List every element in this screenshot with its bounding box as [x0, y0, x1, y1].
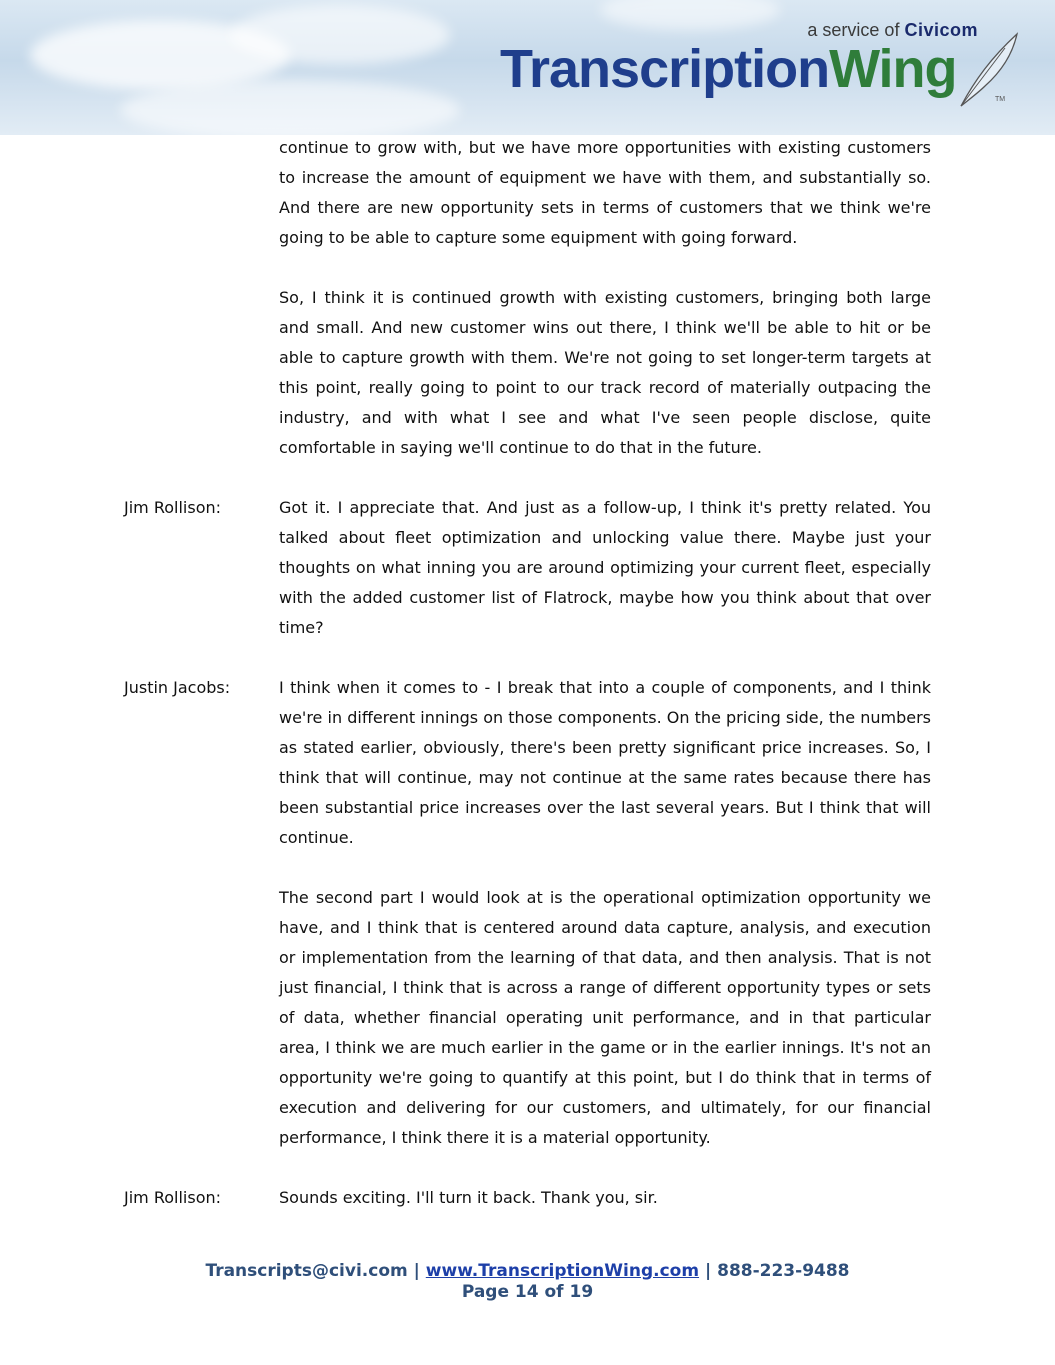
speaker-name [124, 133, 279, 463]
transcript-paragraph: Got it. I appreciate that. And just as a follow-up, I think it's pretty related. You talked about fleet optimization and unlocking value there. Maybe just your thoughts on what inning you are around optimizing your current fleet, especially with the added customer list of Flatrock, maybe how you think about that over time? [279, 498, 931, 637]
transcript-paragraph: I think when it comes to - I break that into a couple of components, and I think we're in different innings on those components. On the pricing side, the numbers as stated earlier, obviously, there's been pretty significant price increases. So, I think that will continue, may not continue at the same rates because there has been substantial price increases over the last several years. But I think that will continue. [279, 678, 931, 847]
speaker-name: Jim Rollison: [124, 498, 222, 517]
logo-part-transcription: Transcription [500, 39, 830, 99]
civicom-brand: Civicom [904, 20, 978, 40]
website-link[interactable]: www.TranscriptionWing.com [425, 1261, 700, 1281]
page-number: Page 14 of 19 [461, 1282, 594, 1302]
service-tagline [807, 20, 978, 41]
feather-icon [955, 30, 1025, 110]
footer-separator: | [704, 1261, 712, 1281]
transcript-entry [124, 133, 931, 463]
speaker-remarks [279, 493, 931, 643]
logo-part-wing: Wing [829, 39, 957, 99]
transcript-entry [124, 1183, 931, 1213]
transcript-paragraph: continue to grow with, but we have more opportunities with existing customers to increase the amount of equipment we have with them, and substantially so. And there are new opportunity sets in terms of customers that we think we're going to be able to capture some equipment with going forward. [279, 138, 931, 247]
transcript-paragraph: The second part I would look at is the operational optimization opportunity we have, and I think that is centered around data capture, analysis, and execution or implementation from the learning of that data, and then analysis. That is not just financial, I think that is across a range of different opportunity types or sets of data, whether financial operating unit performance, and in that particular area, I think we are much earlier in the game or in the earlier innings. It's not an opportunity we're going to quantify at this point, but I do think that in terms of execution and delivering for our customers, and ultimately, for our financial performance, I think there it is a material opportunity. [279, 888, 931, 1147]
transcriptionwing-logo [500, 39, 957, 99]
transcript-body [124, 133, 931, 1243]
speaker-name: Justin Jacobs: [124, 678, 231, 697]
cloud-decoration [120, 80, 460, 135]
speaker-remarks [279, 133, 931, 463]
speaker-remarks [279, 673, 931, 1153]
footer-separator: | [413, 1261, 420, 1281]
page-footer [0, 1261, 1055, 1303]
cloud-decoration [600, 0, 780, 30]
speaker-remarks [279, 1183, 931, 1213]
transcript-entry [124, 673, 931, 1153]
transcript-paragraph: So, I think it is continued growth with existing customers, bringing both large and small. And new customer wins out there, I think we'll be able to hit or be able to capture growth with them. We're not going to set longer-term targets at this point, really going to point to our track record of materially outpacing the industry, and with what I see and what I've seen people disclose, quite comfortable in saying we'll continue to do that in the future. [279, 288, 931, 457]
footer-phone: 888-223-9488 [717, 1261, 850, 1281]
footer-email: Transcripts@civi.com [205, 1261, 408, 1281]
contact-line [0, 1261, 1055, 1282]
service-prefix: a service of [807, 20, 900, 40]
transcript-paragraph: Sounds exciting. I'll turn it back. Thank you, sir. [279, 1188, 658, 1207]
page-header [0, 0, 1055, 135]
speaker-name: Jim Rollison: [124, 1188, 222, 1207]
trademark-mark: TM [995, 96, 1006, 103]
transcript-entry [124, 493, 931, 643]
cloud-decoration [230, 5, 450, 65]
